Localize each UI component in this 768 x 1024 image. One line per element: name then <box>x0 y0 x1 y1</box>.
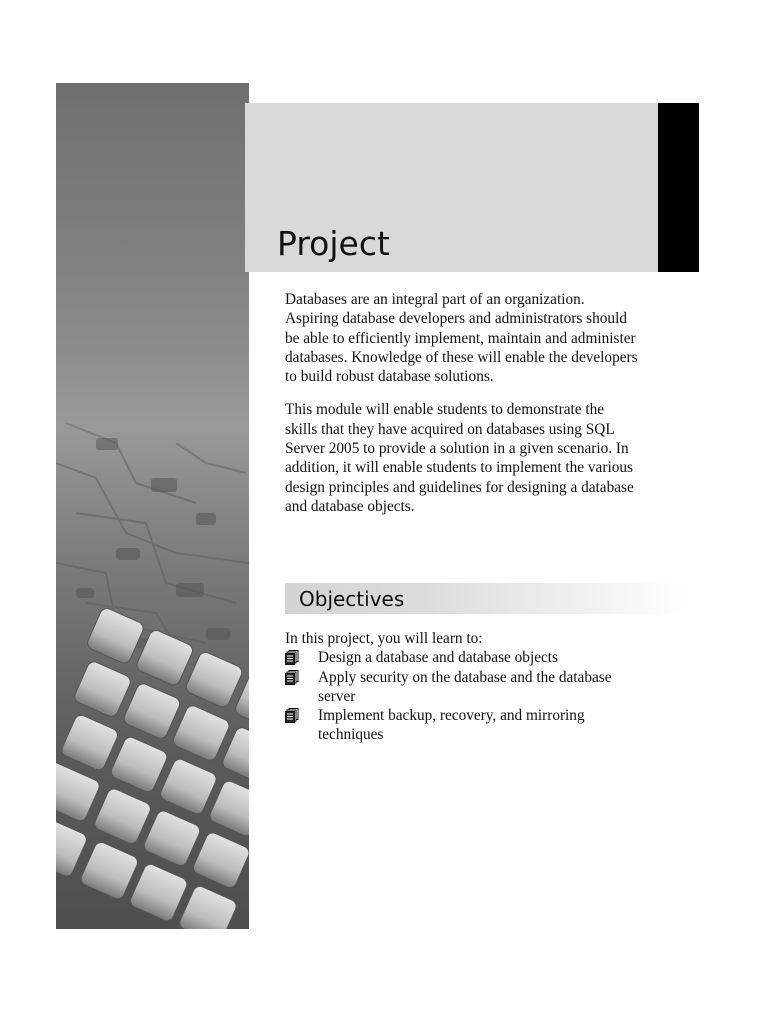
book-stack-icon <box>285 708 299 723</box>
objective-text: Design a database and database objects <box>318 649 558 667</box>
objective-text: Implement backup, recovery, and mirroring techniques <box>318 707 585 744</box>
objectives-list <box>285 648 645 744</box>
intro-paragraph: Databases are an integral part of an organization. Aspiring database developers and administrators should be able to efficiently implement, maintain and administer databases. Knowledge of these will enable the developers to build robust database solutions. <box>285 291 638 386</box>
book-stack-icon <box>285 670 299 685</box>
list-item <box>285 648 645 667</box>
list-item <box>285 668 645 707</box>
intro-paragraph: This module will enable students to demonstrate the skills that they have acquired on databases using SQL Server 2005 to provide a solution in a given scenario. In addition, it will enable students to implement the various design principles and guidelines for designing a database and database objects. <box>285 401 634 515</box>
book-stack-icon <box>285 650 299 665</box>
objectives-heading: Objectives <box>299 587 405 611</box>
chapter-tab-marker <box>658 103 699 272</box>
objectives-section <box>285 629 645 745</box>
objective-text: Apply security on the database and the database server <box>318 668 612 705</box>
page-title: Project <box>277 224 390 263</box>
objectives-intro: In this project, you will learn to: <box>285 630 483 647</box>
list-item <box>285 706 645 745</box>
intro-section <box>285 290 640 530</box>
decorative-keyboard-image <box>56 83 249 929</box>
